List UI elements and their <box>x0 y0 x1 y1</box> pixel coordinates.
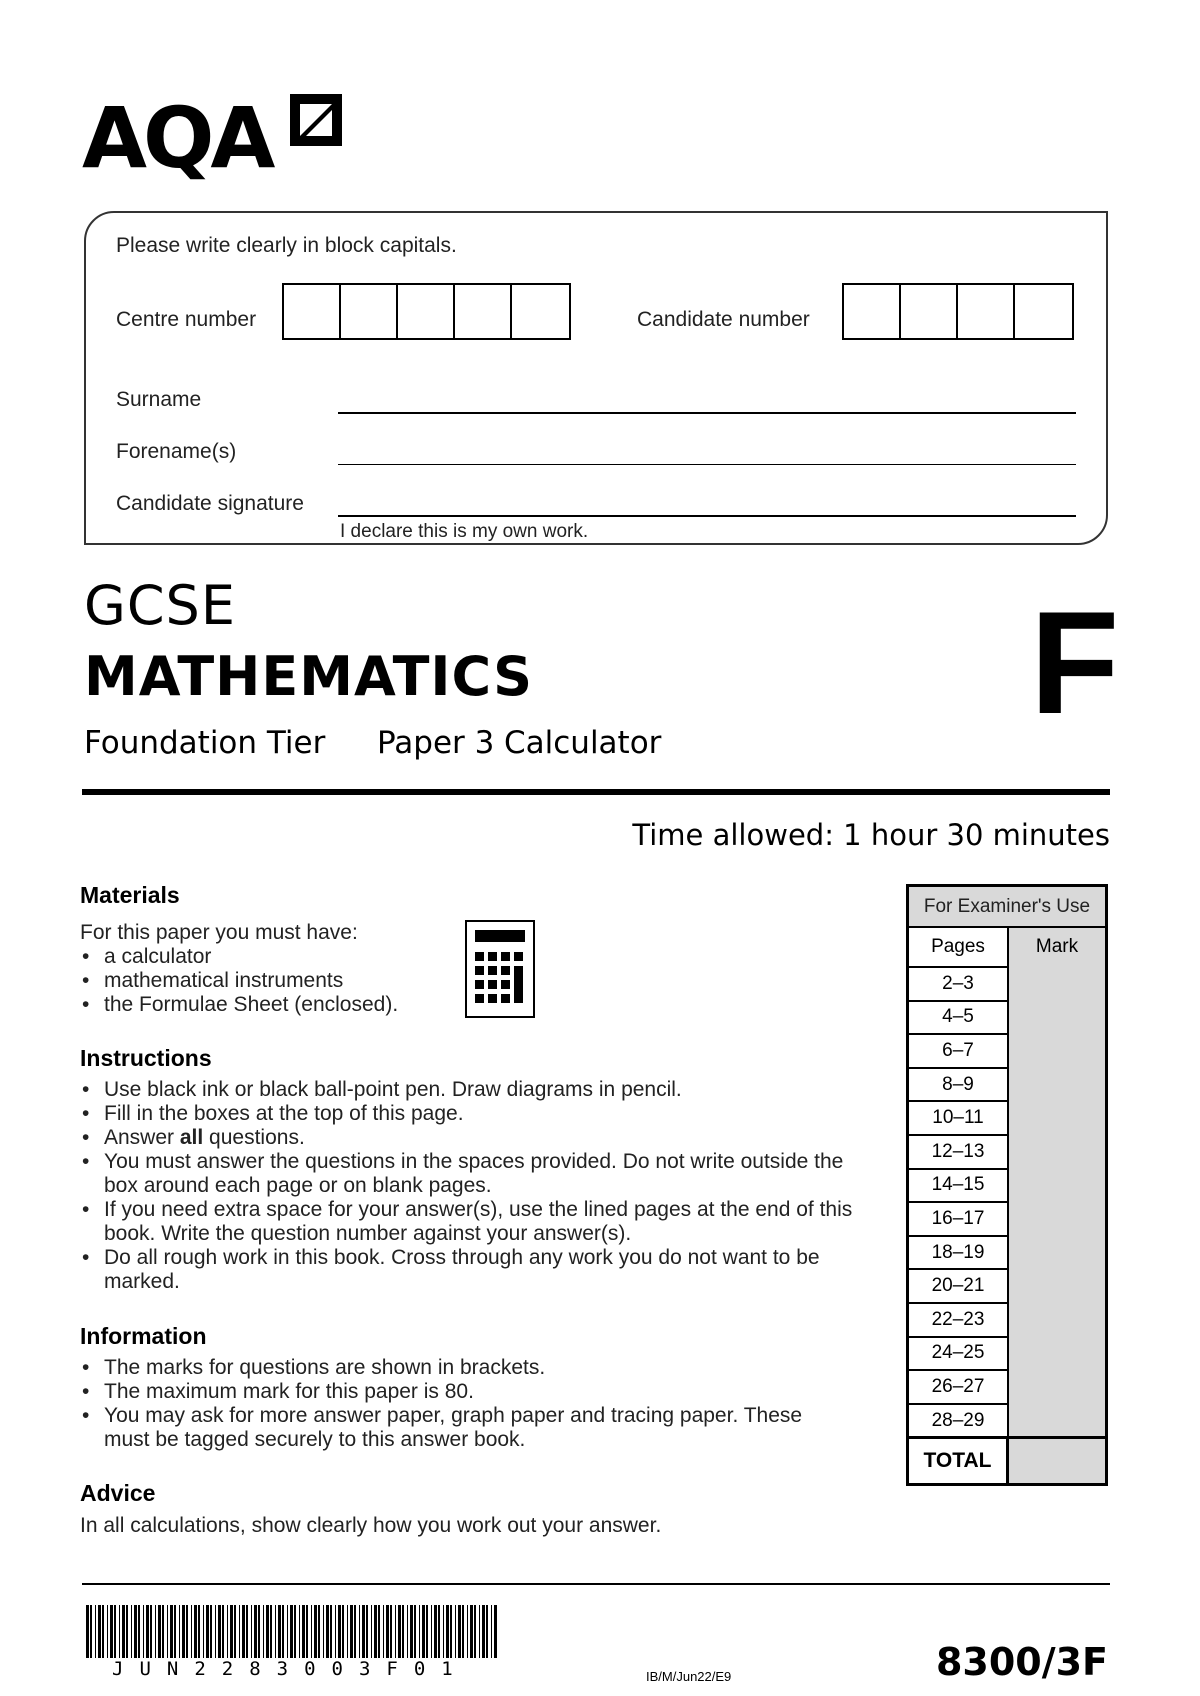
mark-cell <box>1009 1302 1105 1336</box>
candidate-number-label: Candidate number <box>637 308 810 331</box>
list-item: • the Formulae Sheet (enclosed). <box>80 993 460 1017</box>
subject-title: MATHEMATICS <box>84 645 534 708</box>
mark-cell <box>1009 1201 1105 1235</box>
time-allowed: Time allowed: 1 hour 30 minutes <box>632 818 1110 852</box>
list-item: • The maximum mark for this paper is 80. <box>80 1380 840 1404</box>
mark-cell <box>1009 1033 1105 1067</box>
qualification-title: GCSE <box>84 574 236 637</box>
paper-code: 8300/3F <box>935 1640 1108 1684</box>
signature-line[interactable] <box>338 515 1076 517</box>
mark-cell <box>1009 1403 1105 1437</box>
pages-cell: 26–27 <box>909 1369 1009 1403</box>
pages-cell: 18–19 <box>909 1235 1009 1269</box>
table-row <box>909 1268 1105 1302</box>
list-item <box>80 1126 870 1150</box>
centre-number-boxes[interactable] <box>282 283 571 340</box>
table-row <box>909 1168 1105 1202</box>
pages-cell: 12–13 <box>909 1134 1009 1168</box>
total-label: TOTAL <box>909 1439 1009 1483</box>
surname-line[interactable] <box>338 412 1076 414</box>
paper-type-label: Calculator <box>504 725 662 761</box>
table-row <box>909 1302 1105 1336</box>
information-heading: Information <box>80 1323 207 1349</box>
table-row <box>909 1067 1105 1101</box>
title-divider <box>82 789 1110 795</box>
instructions-list <box>80 1078 870 1294</box>
centre-digit-box[interactable] <box>512 285 569 338</box>
table-row <box>909 1134 1105 1168</box>
mark-cell <box>1009 1168 1105 1202</box>
table-row <box>909 1403 1105 1437</box>
advice-text: In all calculations, show clearly how you work out your answer. <box>80 1514 662 1537</box>
list-item: • Do all rough work in this book. Cross through any work you do not want to be marked. <box>80 1246 870 1294</box>
mark-cell <box>1009 1134 1105 1168</box>
barcode-text: JUN2283003F01 <box>112 1658 469 1680</box>
pages-cell: 20–21 <box>909 1268 1009 1302</box>
mark-cell <box>1009 1336 1105 1370</box>
aqa-logo <box>82 88 347 188</box>
pages-cell: 28–29 <box>909 1403 1009 1437</box>
pages-cell: 8–9 <box>909 1067 1009 1101</box>
mark-cell <box>1009 1000 1105 1034</box>
candidate-digit-box[interactable] <box>901 285 958 338</box>
mark-cell <box>1009 1067 1105 1101</box>
surname-label: Surname <box>116 388 202 411</box>
footer-divider <box>82 1583 1110 1585</box>
mark-column-header: Mark <box>1035 936 1079 957</box>
tier-label: Foundation Tier <box>84 725 326 761</box>
pages-cell: 4–5 <box>909 1000 1009 1034</box>
mark-cell <box>1009 1100 1105 1134</box>
list-item: • Use black ink or black ball-point pen. Draw diagrams in pencil. <box>80 1078 870 1102</box>
pages-cell: 14–15 <box>909 1168 1009 1202</box>
mark-cell <box>1009 1268 1105 1302</box>
tier-letter: F <box>1030 581 1120 744</box>
list-item: • You must answer the questions in the spaces provided. Do not write outside the box around each page or on blank pages. <box>80 1150 870 1198</box>
instructions-heading: Instructions <box>80 1045 212 1071</box>
signature-label: Candidate signature <box>116 492 304 515</box>
table-row <box>909 1336 1105 1370</box>
list-item: • You may ask for more answer paper, graph paper and tracing paper. These must be tagged securely to this answer book. <box>80 1404 840 1452</box>
barcode <box>86 1605 499 1658</box>
list-item: • mathematical instruments <box>80 969 460 993</box>
centre-digit-box[interactable] <box>398 285 455 338</box>
examiner-table-heading: For Examiner's Use <box>909 887 1105 928</box>
information-list <box>80 1356 840 1452</box>
answer-all-suffix: questions. <box>203 1126 305 1149</box>
answer-all-bold: all <box>179 1126 204 1149</box>
table-row <box>909 1000 1105 1034</box>
centre-digit-box[interactable] <box>341 285 398 338</box>
materials-heading: Materials <box>80 882 180 908</box>
declaration-text: I declare this is my own work. <box>340 521 589 542</box>
block-capitals-instruction: Please write clearly in block capitals. <box>116 234 457 257</box>
table-row <box>909 1100 1105 1134</box>
candidate-digit-box[interactable] <box>958 285 1015 338</box>
table-row <box>909 1201 1105 1235</box>
pages-cell: 16–17 <box>909 1201 1009 1235</box>
table-row <box>909 1235 1105 1269</box>
reference-code: IB/M/Jun22/E9 <box>646 1669 732 1684</box>
pages-column-header: Pages <box>909 928 1009 966</box>
logo-mark-icon <box>288 92 344 148</box>
pages-cell: 22–23 <box>909 1302 1009 1336</box>
centre-digit-box[interactable] <box>284 285 341 338</box>
list-item: • The marks for questions are shown in brackets. <box>80 1356 840 1380</box>
centre-number-label: Centre number <box>116 308 257 331</box>
pages-cell: 2–3 <box>909 966 1009 1000</box>
advice-heading: Advice <box>80 1480 156 1506</box>
mark-cell <box>1009 1235 1105 1269</box>
candidate-digit-box[interactable] <box>844 285 901 338</box>
table-row <box>909 966 1105 1000</box>
centre-digit-box[interactable] <box>455 285 512 338</box>
mark-cell <box>1009 1369 1105 1403</box>
forenames-label: Forename(s) <box>116 440 237 463</box>
pages-cell: 10–11 <box>909 1100 1009 1134</box>
candidate-digit-box[interactable] <box>1015 285 1072 338</box>
examiner-use-table <box>906 884 1108 1486</box>
answer-all-prefix: Answer <box>104 1126 180 1149</box>
mark-cell <box>1009 966 1105 1000</box>
list-item: • If you need extra space for your answer(s), use the lined pages at the end of this book. Write the question number against your answer(s). <box>80 1198 870 1246</box>
pages-cell: 24–25 <box>909 1336 1009 1370</box>
candidate-number-boxes[interactable] <box>842 283 1074 340</box>
pages-cell: 6–7 <box>909 1033 1009 1067</box>
table-row <box>909 1369 1105 1403</box>
logo-text: AQA <box>82 89 272 187</box>
paper-label: Paper 3 <box>377 725 495 761</box>
calculator-icon <box>465 920 535 1018</box>
materials-list <box>80 945 460 1017</box>
list-item: • Fill in the boxes at the top of this page. <box>80 1102 870 1126</box>
forenames-line[interactable] <box>338 464 1076 465</box>
table-row <box>909 1033 1105 1067</box>
list-item: • a calculator <box>80 945 460 969</box>
materials-intro: For this paper you must have: <box>80 921 358 944</box>
